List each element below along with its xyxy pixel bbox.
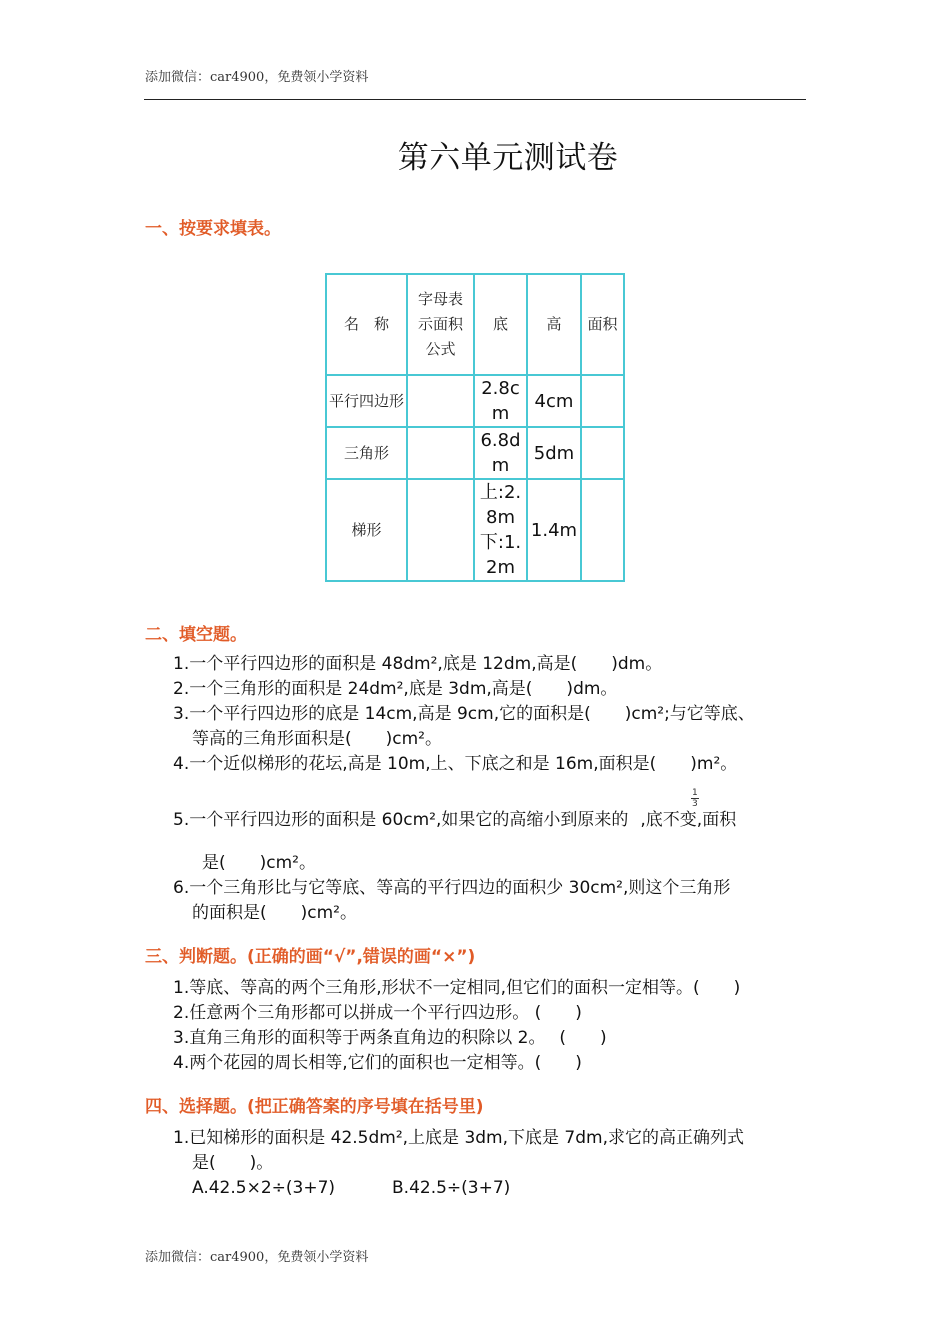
row-height: 1.4m [527,479,581,581]
judge-question-3: 3.直角三角形的面积等于两条直角边的积除以 2。 ( ) [173,1028,607,1048]
section-1-heading: 一、按要求填表。 [145,219,281,239]
formula-table [325,273,625,582]
row-name: 三角形 [326,427,407,479]
fill-question-3-line-2: 等高的三角形面积是( )cm²。 [192,729,442,749]
section-4-heading: 四、选择题。(把正确答案的序号填在括号里) [145,1097,484,1117]
row-height: 4cm [527,375,581,427]
table-row [326,375,624,427]
row-base-text: 6.8dm [480,430,521,476]
fill-question-1: 1.一个平行四边形的面积是 48dm²,底是 12dm,高是( )dm。 [173,654,663,674]
judge-question-1: 1.等底、等高的两个三角形,形状不一定相同,但它们的面积一定相等。( ) [173,978,741,998]
fill-question-5-line-2: 是( )cm²。 [202,853,316,873]
fill-question-6-line-2: 的面积是( )cm²。 [192,903,357,923]
row-area-cell[interactable] [581,479,624,581]
fill-question-5-text-a: 5.一个平行四边形的面积是 60cm²,如果它的高缩小到原来的 [173,810,629,830]
section-3-heading: 三、判断题。(正确的画“√”,错误的画“×”) [145,947,476,967]
fill-question-2: 2.一个三角形的面积是 24dm²,底是 3dm,高是( )dm。 [173,679,618,699]
choice-question-1-line-2: 是( )。 [192,1153,274,1173]
fill-question-6-line-1: 6.一个三角形比与它等底、等高的平行四边的面积少 30cm²,则这个三角形 [173,878,731,898]
row-name-text: 平行四边形 [329,391,405,410]
row-base [474,375,527,427]
row-area-cell[interactable] [581,375,624,427]
row-formula-cell[interactable] [407,375,474,427]
choice-option-a: A.42.5×2÷(3+7) [192,1178,336,1198]
fill-question-3-line-1: 3.一个平行四边形的底是 14cm,高是 9cm,它的面积是( )cm²;与它等底、 [173,704,755,724]
header-base: 底 [474,274,527,375]
row-base-text: 2.8cm [481,378,520,424]
row-base-text: 上:2.8m下:1.2m [479,482,522,578]
header-name: 名 称 [326,274,407,375]
row-base [474,427,527,479]
header-formula-text: 字母表示面积公式 [417,290,463,358]
page-title: 第六单元测试卷 [397,140,619,176]
row-base [474,479,527,581]
table-row [326,479,624,581]
table-row [326,427,624,479]
row-name [326,375,407,427]
fill-question-5-text-b: ,底不变,面积 [640,810,737,830]
fill-question-4: 4.一个近似梯形的花坛,高是 10m,上、下底之和是 16m,面积是( )m²。 [173,754,738,774]
row-area-cell[interactable] [581,427,624,479]
header-note: 添加微信：car4900，免费领小学资料 [145,70,369,85]
header-height: 高 [527,274,581,375]
fill-question-5-line-1 [173,808,736,833]
header-divider [144,99,806,100]
judge-question-2: 2.任意两个三角形都可以拼成一个平行四边形。 ( ) [173,1003,582,1023]
row-height: 5dm [527,427,581,479]
header-area: 面积 [581,274,624,375]
choice-question-1-line-1: 1.已知梯形的面积是 42.5dm²,上底是 3dm,下底是 7dm,求它的高正确列式 [173,1128,744,1148]
fraction-one-third [691,788,699,809]
table-header-row [326,274,624,375]
fraction-denominator: 3 [692,799,698,809]
row-formula-cell[interactable] [407,427,474,479]
row-name: 梯形 [326,479,407,581]
row-formula-cell[interactable] [407,479,474,581]
section-2-heading: 二、填空题。 [145,625,247,645]
footer-note: 添加微信：car4900，免费领小学资料 [145,1250,369,1265]
header-formula [407,274,474,375]
choice-option-b: B.42.5÷(3+7) [392,1178,511,1198]
judge-question-4: 4.两个花园的周长相等,它们的面积也一定相等。( ) [173,1053,582,1073]
fraction-numerator: 1 [692,788,698,798]
